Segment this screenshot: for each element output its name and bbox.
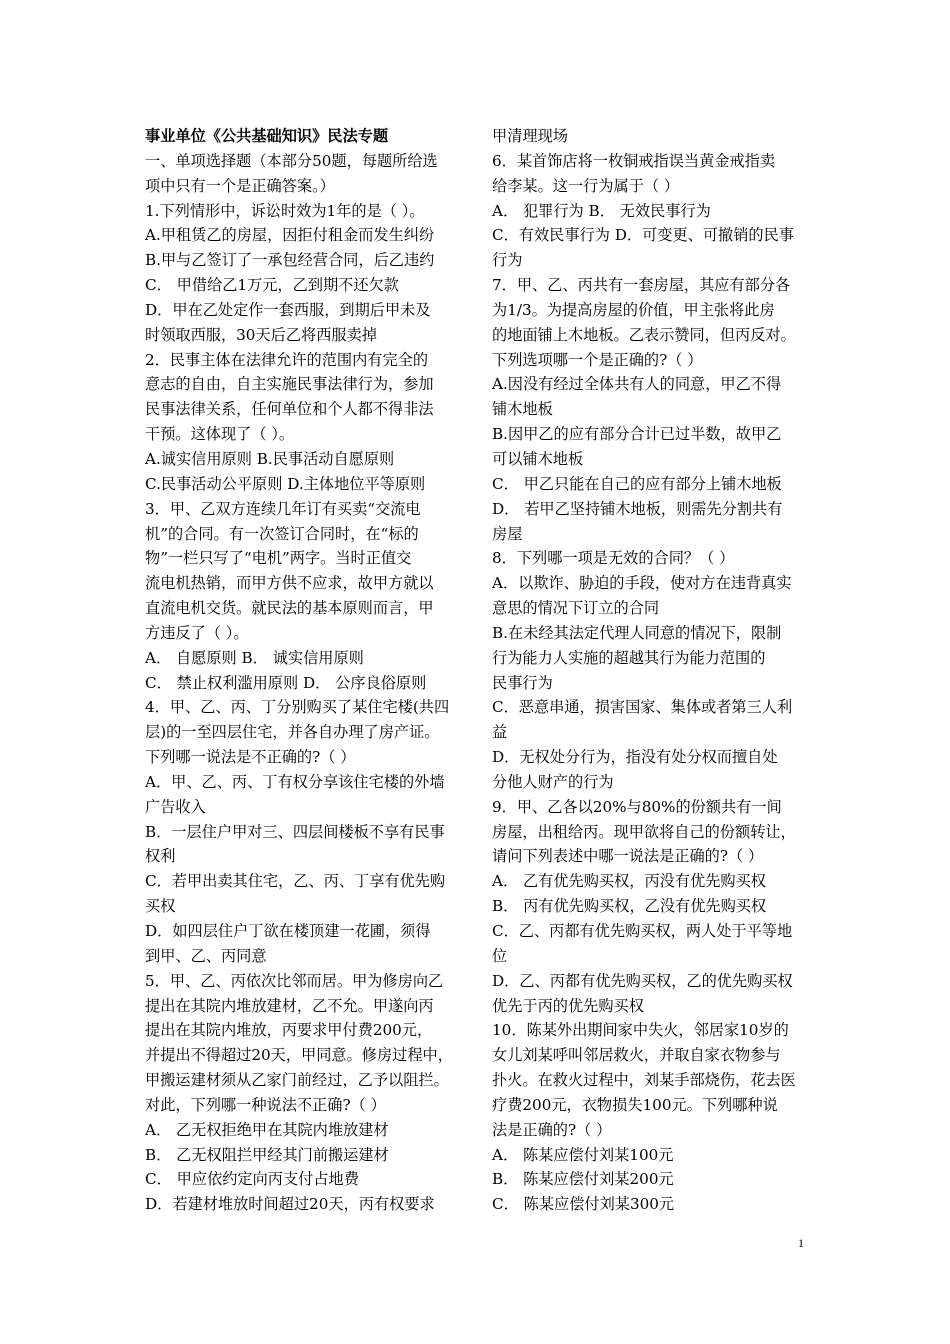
text-line: 房屋，出租给丙。现甲欲将自己的份额转让， xyxy=(492,822,796,841)
text-line: 意志的自由，自主实施民事法律行为，参加 xyxy=(145,375,434,394)
text-line: B． 陈某应偿付刘某200元 xyxy=(492,1170,674,1189)
text-line: 时领取西服，30天后乙将西服卖掉 xyxy=(145,325,377,344)
text-line: 民事法律关系，任何单位和个人都不得非法 xyxy=(145,400,434,419)
text-line: 行为 xyxy=(492,251,523,270)
text-line: 行为能力人实施的超越其行为能力范围的 xyxy=(492,648,766,667)
text-line: B． 乙无权阻拦甲经其门前搬运建材 xyxy=(145,1145,389,1164)
text-line: D．无权处分行为，指没有处分权而擅自处 xyxy=(492,748,778,767)
text-line: 女儿刘某呼叫邻居救火，并取自家衣物参与 xyxy=(492,1046,781,1065)
text-line: 优先于丙的优先购买权 xyxy=(492,996,644,1015)
text-line: 直流电机交货。就民法的基本原则而言，甲 xyxy=(145,599,434,618)
text-line: 8．下列哪一项是无效的合同？（ ） xyxy=(492,549,735,568)
text-line: 2．民事主体在法律允许的范围内有完全的 xyxy=(145,350,429,369)
text-line: 一、单项选择题（本部分50题，每题所给选 xyxy=(145,151,438,170)
page-number: 1 xyxy=(798,1236,804,1250)
text-line: 广告收入 xyxy=(145,797,206,816)
text-line: 5．甲、乙、丙依次比邻而居。甲为修房向乙 xyxy=(145,971,444,990)
text-line: 项中只有一个是正确答案。） xyxy=(145,176,335,195)
text-line: C.民事活动公平原则 D.主体地位平等原则 xyxy=(145,474,426,493)
text-line: 3．甲、乙双方连续几年订有买卖“交流电 xyxy=(145,499,421,518)
text-line: 提出在其院内堆放，丙要求甲付费200元， xyxy=(145,1021,433,1040)
text-line: 意思的情况下订立的合同 xyxy=(492,599,660,618)
text-line: 10．陈某外出期间家中失火，邻居家10岁的 xyxy=(492,1021,789,1040)
text-line: C． 甲乙只能在自己的应有部分上铺木地板 xyxy=(492,474,782,493)
text-line: D．甲在乙处定作一套西服，到期后甲未及 xyxy=(145,300,431,319)
text-line: 到甲、乙、丙同意 xyxy=(145,946,267,965)
text-line: 疗费200元，衣物损失100元。下列哪种说 xyxy=(492,1095,778,1114)
text-line: 甲搬运建材须从乙家门前经过，乙予以阻拦。 xyxy=(145,1071,449,1090)
text-line: A． 陈某应偿付刘某100元 xyxy=(492,1145,674,1164)
text-line: 房屋 xyxy=(492,524,523,543)
text-line: 6．某首饰店将一枚铜戒指误当黄金戒指卖 xyxy=(492,151,776,170)
text-line: 层)的一至四层住宅，并各自办理了房产证。 xyxy=(145,723,440,742)
text-line: 4．甲、乙、丙、丁分别购买了某住宅楼(共四 xyxy=(145,698,450,717)
text-line: 可以铺木地板 xyxy=(492,449,584,468)
text-line: B.因甲乙的应有部分合计已过半数，故甲乙 xyxy=(492,425,782,444)
text-line: 流电机热销，而甲方供不应求，故甲方就以 xyxy=(145,574,434,593)
text-line: D．如四层住户丁欲在楼顶建一花圃，须得 xyxy=(145,922,431,940)
text-line: 买权 xyxy=(145,897,176,916)
text-line: A． 犯罪行为 B． 无效民事行为 xyxy=(492,201,711,220)
text-line: 民事行为 xyxy=(492,673,553,692)
text-line: C．有效民事行为 D．可变更、可撤销的民事 xyxy=(492,226,794,245)
text-line: 下列哪一说法是不正确的?（ ） xyxy=(145,748,356,767)
text-line: C．若甲出卖其住宅，乙、丙、丁享有优先购 xyxy=(145,872,446,891)
text-line: B． 丙有优先购买权，乙没有优先购买权 xyxy=(492,897,767,916)
text-line: A． 乙有优先购买权，丙没有优先购买权 xyxy=(492,872,766,891)
text-line: 9．甲、乙各以20%与80%的份额共有一间 xyxy=(492,797,782,816)
text-line: 扑火。在救火过程中，刘某手部烧伤，花去医 xyxy=(492,1071,796,1090)
text-line: 为1/3。为提高房屋的价值，甲主张将此房 xyxy=(492,300,775,319)
text-line: A.诚实信用原则 B.民事活动自愿原则 xyxy=(145,449,395,468)
text-line: C．恶意串通，损害国家、集体或者第三人利 xyxy=(492,698,793,717)
text-line: A.因没有经过全体共有人的同意，甲乙不得 xyxy=(492,375,782,394)
text-line: B.在未经其法定代理人同意的情况下，限制 xyxy=(492,623,782,642)
text-line: C． 陈某应偿付刘某300元 xyxy=(492,1195,675,1214)
text-line: 请问下列表述中哪一说法是正确的?（ ） xyxy=(492,847,764,866)
text-line: B.甲与乙签订了一承包经营合同，后乙违约 xyxy=(145,251,435,270)
text-line: 方违反了（ ）。 xyxy=(145,623,249,642)
text-line: 对此，下列哪一种说法不正确?（ ） xyxy=(145,1095,386,1114)
text-line: D． 若甲乙坚持铺木地板，则需先分割共有 xyxy=(492,499,783,518)
text-line: 铺木地板 xyxy=(492,400,553,419)
text-line: 的地面铺上木地板。乙表示赞同，但丙反对。 xyxy=(492,325,796,344)
left-column xyxy=(145,124,471,1217)
text-line: 提出在其院内堆放建材，乙不允。甲遂向丙 xyxy=(145,996,434,1015)
text-line: A．以欺诈、胁迫的手段，使对方在违背真实 xyxy=(492,574,792,593)
text-line: A． 乙无权拒绝甲在其院内堆放建材 xyxy=(145,1120,389,1139)
text-line: B．一层住户甲对三、四层间楼板不享有民事 xyxy=(145,822,445,841)
right-column xyxy=(492,124,818,1217)
text-line: 下列选项哪一个是正确的?（ ） xyxy=(492,350,703,369)
text-line: 干预。这体现了（ ）。 xyxy=(145,425,295,444)
document-title: 事业单位《公共基础知识》民法专题 xyxy=(145,127,388,145)
text-line: 位 xyxy=(492,946,508,965)
text-line: 物”一栏只写了“电机”两字。当时正值交 xyxy=(145,549,412,568)
text-line: C．乙、丙都有优先购买权，两人处于平等地 xyxy=(492,922,793,940)
text-line: A．甲、乙、丙、丁有权分享该住宅楼的外墙 xyxy=(145,772,445,791)
text-line: 权利 xyxy=(145,847,176,866)
text-line: 甲清理现场 xyxy=(492,127,568,145)
text-line: A.甲租赁乙的房屋，因拒付租金而发生纠纷 xyxy=(145,226,435,245)
text-line: 益 xyxy=(492,723,508,742)
text-line: 7．甲、乙、丙共有一套房屋，其应有部分各 xyxy=(492,276,791,295)
text-line: 机”的合同。有一次签订合同时，在“标的 xyxy=(145,524,419,543)
text-line: D．乙、丙都有优先购买权，乙的优先购买权 xyxy=(492,971,793,990)
text-line: D．若建材堆放时间超过20天，丙有权要求 xyxy=(145,1195,435,1214)
text-line: C． 甲借给乙1万元，乙到期不还欠款 xyxy=(145,276,399,295)
text-line: 法是正确的?（ ） xyxy=(492,1120,612,1139)
text-line: 并提出不得超过20天，甲同意。修房过程中， xyxy=(145,1046,453,1065)
text-line: 给李某。这一行为属于（ ） xyxy=(492,176,680,195)
text-line: A． 自愿原则 B． 诚实信用原则 xyxy=(145,648,364,667)
text-line: 1.下列情形中，诉讼时效为1年的是（ ）。 xyxy=(145,201,425,220)
text-line: 分他人财产的行为 xyxy=(492,772,614,791)
text-line: C． 禁止权利滥用原则 D． 公序良俗原则 xyxy=(145,673,427,692)
text-line: C． 甲应依约定向丙支付占地费 xyxy=(145,1170,359,1189)
